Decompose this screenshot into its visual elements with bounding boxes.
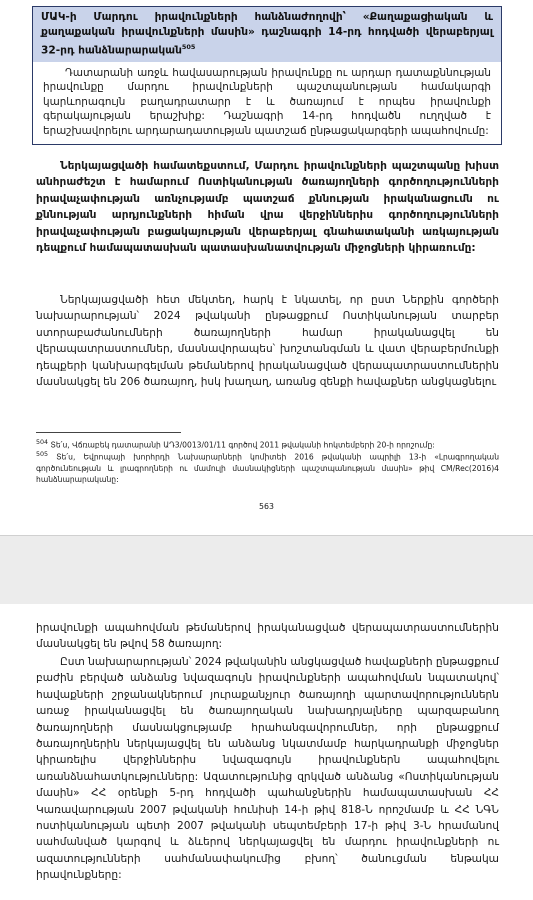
footnote-text: Տե՛ս, Վճռաբեկ դատարանի ԱԴ3/0013/01/11 գործով 2011 թվականի հոկտեմբերի 20-ի որոշումը: [50, 440, 435, 450]
footnote-text: Տե՛ս, Եվրոպայի խորհրդի Նախարարների կոմիտեի 2016 թվականի ապրիլի 13-ի «Լրագրողական գործունեության և լրագրողների ու մամուլի մասնակիցների պաշտպանության մասին» թիվ CM/Rec(2016)4 հանձնարարականը: [36, 452, 500, 484]
box-title-text: ՄԱԿ-ի Մարդու իրավունքների հանձնաժողովի՝ «Քաղաքացիական և քաղաքական իրավունքների մասին» դաշնագրի 14-րդ հոդվածի վերաբերյալ 32-րդ հանձնարարական [41, 11, 493, 57]
highlight-box [32, 6, 502, 145]
document-page-564 [0, 604, 533, 900]
page-number: 563 [259, 502, 274, 511]
continued-paragraph: իրավունքի ապահովման թեմաներով իրականացված վերապատրաստումներին մասնակցել են թվով 58 ծառայող: [36, 622, 499, 651]
box-body-text: Դատարանի առջև հավասարության իրավունքը ու արդար դատաքննության իրավունքը մարդու իրավունքների պաշտպանության համակարգի կարևորագույն բաղադրատարր է և ծառայում է որպես իրավունքի գերակայության երաշխիք: Դաշնագրի 14-րդ հոդվածն ուղղված է երաշխավորելու արդարադատության պատշաճ ընթացակարգերի ապահովումը: [43, 66, 491, 137]
body-paragraph: Ըստ նախարարության՝ 2024 թվականին անցկացված հավաքների ընթացքում բաժին բերված անձանց նվազագույն իրավունքների ապահովման նպատակով՝ հավաքների շրջանակներում յուրաքանչյուր ծառայողի պարտավորություններն առաջ իրականացվել են ծառայողական նախադրյալները պարզաբանող ծառայողների մասնակցությամբ հրահանգավորումներ, որի ընթացքում ծառայողներին ներկայացվել են անձանց նկատմամբ հարկադրանքի միջոցներ կիրառելիս վերջիններիս նվազագույն իրավունքներն ապահովելու առանձնահատկությունները: Ազատությունից զրկված անձանց «Ոստիկանության մասին» ՀՀ օրենքի 5-րդ հոդվածի պահանջներին համապատասխան ՀՀ Կառավարության 2007 թվականի հունիսի 14-ի թիվ 818-Ն որոշմամբ և ՀՀ ՆԳՆ ոստիկանության պետի 2007 թվականի սեպտեմբերի 17-ի թիվ 3-Ն հրամանով սահմանված կարգով և ձևերով ներկայացվել են մարդու իրավունքների ու ազատությունների սահմանափակումից բխող՝ ծանուցման ենթակա իրավունքները: [36, 656, 499, 882]
page-gap [0, 535, 533, 605]
bold-paragraph: Ներկայացվածի համատեքստում, Մարդու իրավունքների պաշտպանը խիստ անհրաժեշտ է համարում Ոստիկանության ծառայողների գործողությունների իրավաչափության առնչությամբ պատշաճ քննության իրականացումն ու քննության արդյունքների հիման վրա վերջիններիս գործողությունների իրավաչափության բացակայության վերաբերյալ գնահատականի առկայության դեպքում համապատասխան պատասխանատվության միջոցների կիրառումը: [36, 160, 499, 255]
box-title [33, 7, 501, 62]
footnote-number: 505 [36, 451, 49, 458]
footnote-number: 504 [36, 439, 49, 446]
footnote-separator [36, 432, 181, 433]
body-paragraph: Ներկայացվածի հետ մեկտեղ, հարկ է նկատել, որ ըստ Ներքին գործերի նախարարության՝ 2024 թվականի ընթացքում Ոստիկանության տարբեր ստորաբաժանումների ծառայողների համար իրականացվել են վերապատրաստումներ, մասնավորապես՝ խոշտանգման և վատ վերաբերմունքի դեպքերի կանխարգելման թեմաներով իրականացված վերապատրաստումներին մասնակցել են 206 ծառայող, իսկ խաղաղ, առանց զենքի հավաքներ անցկացնելու [36, 294, 499, 389]
footnote-505 [36, 449, 499, 485]
footnote-ref-505: 505 [181, 43, 196, 51]
